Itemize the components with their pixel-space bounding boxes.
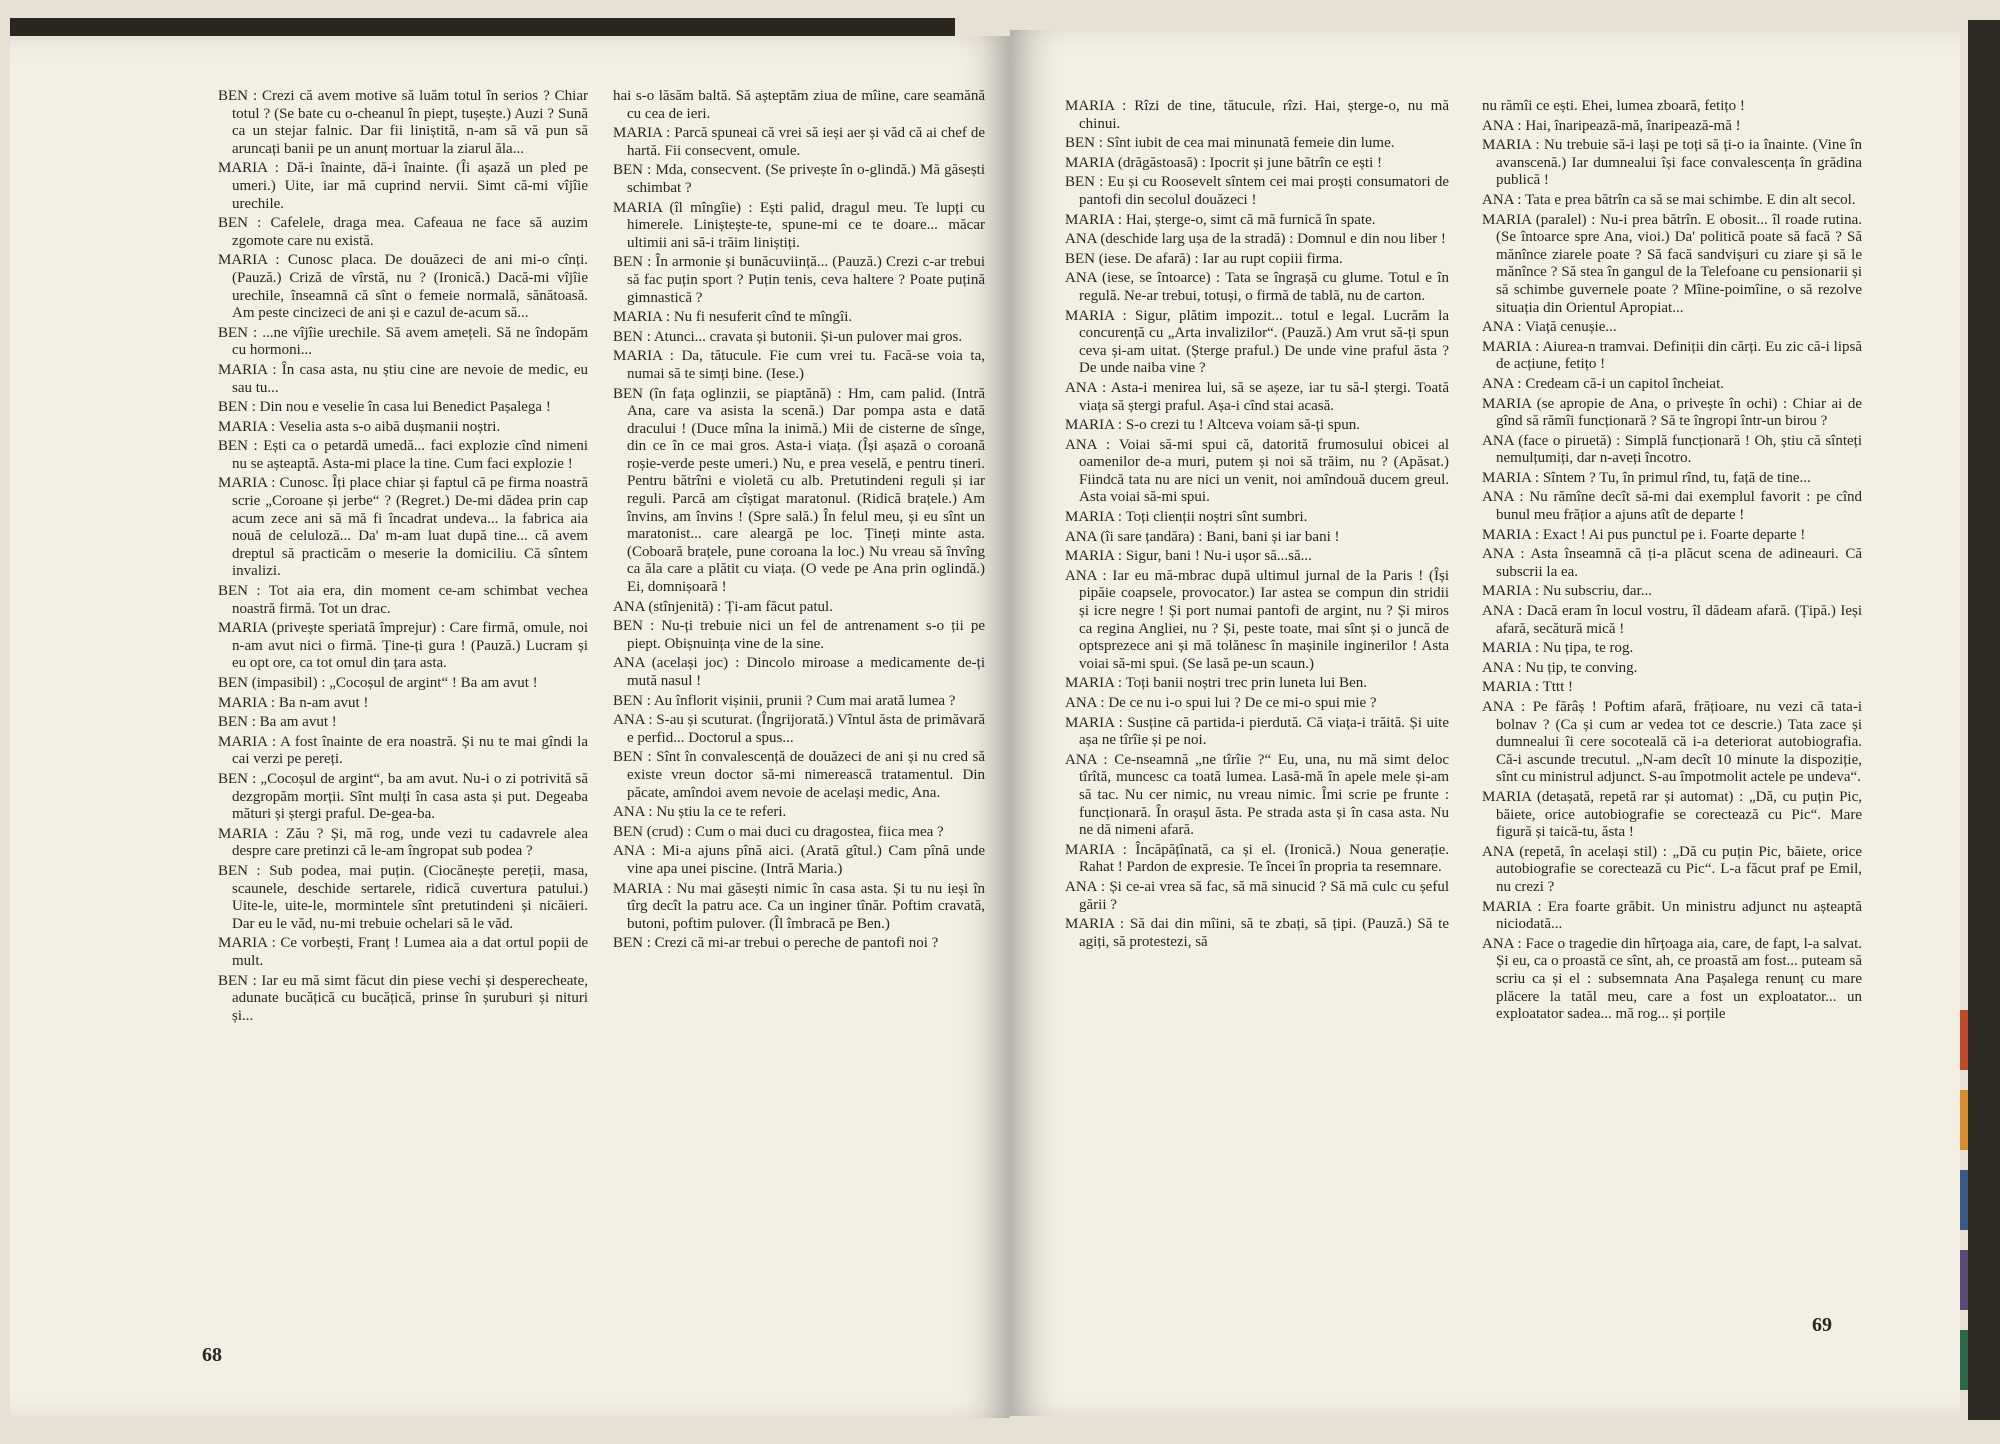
dialogue-paragraph: BEN : Crezi că mi-ar trebui o pereche de pantofi noi ? (613, 935, 939, 952)
dialogue-paragraph: BEN : ...ne vîjîie urechile. Să avem amețeli. Să ne îndopăm cu hormoni... (218, 324, 588, 359)
dialogue-paragraph: BEN : Au înflorit vișinii, prunii ? Cum mai arată lumea ? (613, 692, 956, 709)
dialogue-paragraph: MARIA : Da, tătucule. Fie cum vrei tu. Facă-se voia ta, numai să te simți bine. (Iese.) (613, 348, 985, 382)
dialogue-paragraph: ANA : Iar eu mă-mbrac după ultimul jurnal de la Paris ! (Își pipăie coapsele, provocator.) Iar astea se compun din stridii și icre negre ! Și port numai pantofi de argint, nu ? Și miros ca regina Angliei, nu ? Și, peste toate, mai sînt și o juncă de optsprezece ani și mă tolănesc în mașinile inginerilor ! Asta voiai să-mi spui. (Se lasă pe-un scaun.) (1065, 567, 1449, 672)
right-page-column-1 (1065, 98, 1449, 953)
dialogue-paragraph: BEN (iese. De afară) : Iar au rupt copiii firma. (1065, 250, 1343, 267)
dialogue-paragraph: MARIA : Dă-i înainte, dă-i înainte. (Îi așază un pled pe umeri.) Uite, iar mă cuprind nervii. Simt că-mi vîjîie urechile. (218, 160, 588, 212)
dialogue-paragraph: MARIA : Cunosc placa. De douăzeci de ani mi-o cînți. (Pauză.) Criză de vîrstă, nu ? (Ironică.) Dacă-mi vîjîie urechile, înseamnă că sînt o femeie normală, sănătoasă. Am peste cincizeci de ani și e cazul de-acum să... (218, 252, 588, 322)
book-cover-right (1968, 20, 2000, 1420)
dialogue-paragraph: ANA : Credeam că-i un capitol încheiat. (1482, 375, 1724, 392)
dialogue-paragraph: ANA (face o piruetă) : Simplă funcționară ! Oh, știu că sînteți nemulțumiți, dar n-aveți încotro. (1482, 432, 1862, 467)
dialogue-paragraph: BEN : Atunci... cravata și butonii. Și-un pulover mai gros. (613, 328, 963, 345)
index-tab (1960, 1170, 1968, 1230)
dialogue-paragraph: BEN : Mda, consecvent. (Se privește în o-glindă.) Mă găsești schimbat ? (613, 162, 985, 196)
dialogue-paragraph: ANA : Asta-i menirea lui, să se așeze, iar tu să-l ștergi. Toată viața să ștergi praful. Așa-i cînd stai acasă. (1065, 379, 1449, 414)
dialogue-paragraph: MARIA (paralel) : Nu-i prea bătrîn. E obosit... îl roade rutina. (Se întoarce spre Ana, vioi.) Da' politică poate să facă ? Să mănînce ziarele poate ? Să facă sandvișuri cu ziare și să le mănînce ? Să stea în gangul de la Telefoane cu pensionarii și să schimbe guvernele poate ? Mîine-poimîine, o să rezolve situația din Orientul Apropiat... (1482, 211, 1862, 316)
dialogue-paragraph: MARIA : Încăpățînată, ca și el. (Ironică.) Noua generație. Rahat ! Pardon de expresie. Te încei în propria ta resemnare. (1065, 841, 1449, 876)
dialogue-paragraph: BEN : Crezi că avem motive să luăm totul în serios ? Chiar totul ? (Se bate cu o-cheanul în piept, tușește.) Auzi ? Sună ca un stejar falnic. Dar fii liniștită, n-am să vă pun să aruncați banii pe un anunț mortuar la ziarul ăla... (218, 88, 588, 157)
dialogue-paragraph: hai s-o lăsăm baltă. Să așteptăm ziua de mîine, care seamănă cu cea de ieri. (613, 88, 985, 122)
dialogue-paragraph: ANA : Ce-nseamnă „ne tîrîie ?“ Eu, una, nu mă simt deloc tîrîtă, muncesc ca toată lumea. Lasă-mă în apele mele și-am să tac. Nu cer nimic, nu vreau nimic. Îmi scrie pe frunte : funcționară. În orașul ăsta. Pe strada asta și în casa asta. Nu ne dă nimeni afară. (1065, 751, 1449, 839)
dialogue-paragraph: BEN : Ești ca o petardă umedă... faci explozie cînd nimeni nu se așteaptă. Asta-mi place la tine. Cum faci explozie ! (218, 438, 588, 472)
dialogue-paragraph: MARIA : Nu trebuie să-i lași pe toți să ți-o ia înainte. (Vine în avanscenă.) Iar dumnealui își face convalescența în grădina publică ! (1482, 137, 1862, 189)
dialogue-paragraph: ANA : De ce nu i-o spui lui ? De ce mi-o spui mie ? (1065, 695, 1377, 711)
dialogue-paragraph: MARIA : Nu fi nesuferit cînd te mîngîi. (613, 309, 853, 326)
dialogue-paragraph: MARIA : Ba n-am avut ! (218, 694, 369, 711)
dialogue-paragraph: MARIA (îl mîngîie) : Ești palid, dragul meu. Te lupți cu himerele. Liniștește-te, spune-mi ce te doare... măcar ultimii ani să-i trăim liniștiți. (613, 199, 985, 251)
dialogue-paragraph: MARIA : Sigur, plătim impozit... totul e legal. Lucrăm la concurență cu „Arta invalizilor“. (Pauză.) Am vrut să-ți spun ceva și-am uitat. (Șterge praful.) De unde vine praful ăsta ? De unde naiba vine ? (1065, 307, 1449, 377)
page-number-right: 69 (1812, 1314, 1832, 1336)
dialogue-paragraph: MARIA : Aiurea-n tramvai. Definiții din cărți. Eu zic că-i lipsă de acțiune, fetițo ! (1482, 338, 1862, 373)
dialogue-paragraph: MARIA : Rîzi de tine, tătucule, rîzi. Hai, șterge-o, nu mă chinui. (1065, 98, 1449, 132)
index-tab (1960, 1090, 1968, 1150)
dialogue-paragraph: ANA : Și ce-ai vrea să fac, să mă sinucid ? Să mă culc cu șeful gării ? (1065, 878, 1449, 913)
index-tab (1960, 1010, 1968, 1070)
dialogue-paragraph: MARIA : Nu țipa, te rog. (1482, 640, 1634, 657)
dialogue-paragraph: MARIA (privește speriată împrejur) : Care firmă, omule, noi n-am avut nici o firmă. Ține-ți gura ! (Pauză.) Lucram și eu opt ore, ca tot omul din țara asta. (218, 620, 588, 672)
dialogue-paragraph: ANA : Hai, înaripează-mă, înaripează-mă ! (1482, 117, 1741, 134)
right-page-column-2 (1482, 98, 1862, 1026)
dialogue-paragraph: MARIA : S-o crezi tu ! Altceva voiam să-ți spun. (1065, 417, 1360, 434)
dialogue-paragraph: ANA (stînjenită) : Ți-am făcut patul. (613, 598, 833, 615)
dialogue-paragraph: BEN : Ba am avut ! (218, 714, 337, 731)
dialogue-paragraph: ANA (îi sare țandăra) : Bani, bani și iar bani ! (1065, 528, 1340, 545)
dialogue-paragraph: ANA : Face o tragedie din hîrțoaga aia, care, de fapt, l-a salvat. Și eu, ca o proastă ce sînt, ah, ce proastă am fost... puteam să scriu ca și el : subsemnata Ana Pașalega renunț cu mare plăcere la tatăl meu, care a fost un exploatator... un exploatator sadea... mă rog... și porțile (1482, 935, 1862, 1023)
dialogue-paragraph: MARIA : A fost înainte de era noastră. Și nu te mai gîndi la cai verzi pe pereți. (218, 733, 588, 768)
dialogue-paragraph: BEN : „Cocoșul de argint“, ba am avut. Nu-i o zi potrivită să dezgropăm morții. Sînt mulți în casa asta și put. Degeaba mături și ștergi praful. De-gea-ba. (218, 770, 588, 823)
dialogue-paragraph: BEN (impasibil) : „Cocoșul de argint“ ! Ba am avut ! (218, 675, 538, 691)
dialogue-paragraph: ANA : Nu știu la ce te referi. (613, 804, 787, 821)
index-tab (1960, 1330, 1968, 1390)
dialogue-paragraph: ANA : Mi-a ajuns pînă aici. (Arată gîtul.) Cam pînă unde vine apa unei piscine. (Intră Maria.) (613, 843, 985, 877)
dialogue-paragraph: BEN : Eu și cu Roosevelt sîntem cei mai proști consumatori de pantofi din secolul douăzeci ! (1065, 174, 1449, 208)
dialogue-paragraph: BEN (crud) : Cum o mai duci cu dragostea, fiica mea ? (613, 823, 944, 840)
dialogue-paragraph: ANA (repetă, în același stil) : „Dă cu puțin Pic, băiete, orice autobiografie se corectează cu Pic“. L-a făcut praf pe Emil, nu crezi ? (1482, 843, 1862, 895)
dialogue-paragraph: ANA (același joc) : Dincolo miroase a medicamente de-ți mută nasul ! (613, 655, 985, 689)
dialogue-paragraph: ANA : Nu rămîne decît să-mi dai exemplul favorit : pe cînd bunul meu frățior a ajuns atît de departe ! (1482, 489, 1862, 524)
dialogue-paragraph: ANA (iese, se întoarce) : Tata se îngrașă cu glume. Totul e în regulă. Ne-ar trebui, totuși, o firmă de tablă, nu de carton. (1065, 270, 1449, 304)
dialogue-paragraph: BEN : Iar eu mă simt făcut din piese vechi și desperecheate, adunate bucățică cu bucățică, prinse în șuruburi și nituri și... (218, 972, 588, 1024)
dialogue-paragraph: MARIA : Toți clienții noștri sînt sumbri. (1065, 509, 1308, 526)
dialogue-paragraph: MARIA : Nu mai găsești nimic în casa asta. Și tu nu ieși în tîrg decît la patru ace. Ca un inginer tînăr. Poftim cravată, butoni, poftim pulover. (Îl îmbracă pe Ben.) (613, 880, 985, 932)
dialogue-paragraph: ANA : Nu țip, te conving. (1482, 659, 1638, 676)
dialogue-paragraph: MARIA : Sigur, bani ! Nu-i ușor să...să... (1065, 548, 1312, 565)
dialogue-paragraph: BEN : În armonie și bunăcuviință... (Pauză.) Crezi c-ar trebui să fac puțin sport ? Puțin tenis, ceva haltere ? Poate puțină gimnastică ? (613, 254, 985, 306)
dialogue-paragraph: MARIA : Exact ! Ai pus punctul pe i. Foarte departe ! (1482, 526, 1806, 543)
dialogue-paragraph: MARIA : Ce vorbești, Franț ! Lumea aia a dat ortul popii de mult. (218, 935, 588, 969)
dialogue-paragraph: ANA : Asta înseamnă că ți-a plăcut scena de adineauri. Că subscrii la ea. (1482, 546, 1862, 580)
dialogue-paragraph: BEN (în fața oglinzii, se piaptănă) : Hm, cam palid. (Intră Ana, care va asista la scenă.) Dar pompa asta e dată dracului ! (Duce mîna la inimă.) Mii de cisterne de sînge, din ce în ce mai gros. Asta-i viața. (Își așază o coroană roșie-verde peste umeri.) Nu, e prea veselă, e pentru tineri. Pentru bătrîni e violetă cu alb. Pretutindeni reguli și iar reguli. Parcă am cîștigat maratonul. (Ridică brațele.) Am învins, am învins ! (Spre sală.) În felul meu, și eu sînt un maratonist... care aleargă pe loc. Țineți minte asta. (Coboară brațele, pune coroana la loc.) Nu vreau să învîng ca ăla care a plătit cu viața. (O vede pe Ana prin oglindă.) Ei, domnișoară ! (613, 385, 985, 596)
dialogue-paragraph: ANA : Viață cenușie... (1482, 319, 1617, 336)
dialogue-paragraph: MARIA : Zău ? Și, mă rog, unde vezi tu cadavrele alea despre care pretinzi că le-am îngropat sub podea ? (218, 825, 588, 860)
right-page (1010, 30, 1960, 1416)
dialogue-paragraph: BEN : Sînt în convalescență de douăzeci de ani și nu cred să existe vreun doctor să-mi nimerească tratamentul. Din păcate, amîndoi avem nevoie de același medic, Ana. (613, 749, 985, 801)
dialogue-paragraph: ANA : Tata e prea bătrîn ca să se mai schimbe. E din alt secol. (1482, 191, 1856, 208)
dialogue-paragraph: MARIA : Cunosc. Îți place chiar și faptul că pe firma noastră scrie „Coroane și jerbe“ ? (Regret.) De-mi dădea prin cap acum zece ani să mă fi încadrat undeva... la fabrica aia nouă de celuloză... Da' m-am luat după tine... că avem dreptul să practicăm o meserie la domiciliu. Că sîntem invalizi. (218, 475, 588, 580)
dialogue-paragraph: MARIA : Susține că partida-i pierdută. Că viața-i trăită. Și uite așa ne tîrîie și pe noi. (1065, 714, 1449, 749)
dialogue-paragraph: nu rămîi ce ești. Ehei, lumea zboară, fetițo ! (1482, 98, 1745, 114)
left-page-column-1 (218, 88, 588, 1027)
dialogue-paragraph: MARIA : În casa asta, nu știu cine are nevoie de medic, eu sau tu... (218, 361, 588, 396)
dialogue-paragraph: MARIA : Veselia asta s-o aibă dușmanii noștri. (218, 418, 501, 435)
dialogue-paragraph: ANA : S-au și scuturat. (Îngrijorată.) Vîntul ăsta de primăvară e perfid... Doctorul a spus... (613, 712, 985, 746)
dialogue-paragraph: MARIA : Sîntem ? Tu, în primul rînd, tu, față de tine... (1482, 469, 1811, 486)
dialogue-paragraph: ANA (deschide larg ușa de la stradă) : Domnul e din nou liber ! (1065, 231, 1446, 248)
dialogue-paragraph: BEN : Sub podea, mai puțin. (Ciocănește pereții, masa, scaunele, deschide sertarele, ridică cuvertura patului.) Uite-le, uite-le, mormintele sînt pretutindeni și nicăieri. Dar eu le văd, nu-mi trebuie ochelari să le văd. (218, 862, 588, 932)
dialogue-paragraph: BEN : Sînt iubit de cea mai minunată femeie din lume. (1065, 135, 1395, 152)
dialogue-paragraph: MARIA (se apropie de Ana, o privește în ochi) : Chiar ai de gînd să rămîi funcționară ? Să te îngropi într-un birou ? (1482, 395, 1862, 430)
dialogue-paragraph: BEN : Nu-ți trebuie nici un fel de antrenament s-o ții pe piept. Obișnuința vine de la sine. (613, 618, 985, 652)
dialogue-paragraph: MARIA : Toți banii noștri trec prin luneta lui Ben. (1065, 675, 1367, 692)
dialogue-paragraph: BEN : Tot aia era, din moment ce-am schimbat vechea noastră firmă. Tot un drac. (218, 583, 588, 617)
dialogue-paragraph: MARIA (drăgăstoasă) : Ipocrit și june bătrîn ce ești ! (1065, 154, 1382, 171)
book-cover-top (10, 18, 955, 36)
dialogue-paragraph: MARIA : Hai, șterge-o, simt că mă furnică în spate. (1065, 211, 1376, 228)
left-page (10, 36, 1010, 1418)
index-tab (1960, 1250, 1968, 1310)
dialogue-paragraph: BEN : Cafelele, draga mea. Cafeaua ne face să auzim zgomote care nu există. (218, 215, 588, 249)
dialogue-paragraph: BEN : Din nou e veselie în casa lui Benedict Pașalega ! (218, 399, 551, 416)
left-page-column-2 (613, 88, 985, 955)
dialogue-paragraph: ANA : Voiai să-mi spui că, datorită frumosului obicei al oamenilor de-a muri, putem și noi să trăim, nu ? (Apăsat.) Fiindcă tata nu are nici un venit, noi amîndouă ducem greul. Asta voiai să-mi spui. (1065, 436, 1449, 506)
dialogue-paragraph: MARIA : Tttt ! (1482, 679, 1573, 696)
dialogue-paragraph: MARIA : Să dai din mîini, să te zbați, să țipi. (Pauză.) Să te agiți, să protestezi, să (1065, 916, 1449, 950)
dialogue-paragraph: ANA : Pe fărâș ! Poftim afară, frățioare, nu vezi că tata-i bolnav ? (Ca și cum ar vedea tot ce descrie.) Tata zace și dumnealui îi cere socoteală că i-a deteriorat autobiografia. Că-i ascunde trecutul. „N-am decît 10 minute la dispoziție, sînt cu ministrul adjunct. S-au împotmolit actele pe undeva“. (1482, 699, 1862, 786)
dialogue-paragraph: MARIA : Nu subscriu, dar... (1482, 583, 1652, 600)
page-number-left: 68 (202, 1344, 222, 1366)
dialogue-paragraph: ANA : Dacă eram în locul vostru, îl dădeam afară. (Țipă.) Ieși afară, secătură mică ! (1482, 603, 1862, 637)
dialogue-paragraph: MARIA (detașată, repetă rar și automat) : „Dă, cu puțin Pic, băiete, orice autobiografie se corectează cu Pic“. Mare figură și taică-tu, ăsta ! (1482, 788, 1862, 841)
dialogue-paragraph: MARIA : Parcă spuneai că vrei să ieși aer și văd că ai chef de hartă. Fii consecvent, omule. (613, 125, 985, 159)
dialogue-paragraph: MARIA : Era foarte grăbit. Un ministru adjunct nu așteaptă niciodată... (1482, 898, 1862, 933)
